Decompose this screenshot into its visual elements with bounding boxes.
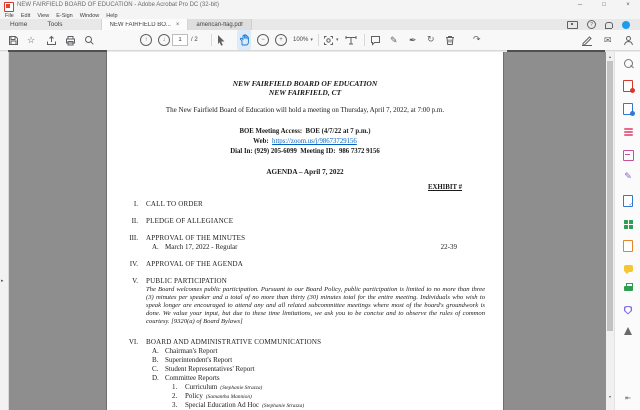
measure-icon[interactable] [622,325,634,337]
more-tools-icon[interactable]: ⇤ [625,394,631,402]
navigation-pane-collapsed [0,52,9,410]
agenda-subitem: B. Superintendent's Report [152,356,233,364]
combine-files-icon[interactable] [622,218,634,230]
next-page-icon[interactable]: ↓ [158,30,170,50]
zoom-level-dropdown[interactable]: 100% ▾ [293,37,313,43]
prepare-form-icon[interactable] [622,195,634,207]
title-bar [0,0,640,12]
protect-icon[interactable] [622,304,634,316]
tools-panel [614,52,640,410]
exhibit-page-ref: 22-39 [440,243,457,251]
main-toolbar [0,30,640,51]
page-number-input[interactable] [172,34,188,46]
tab-bar [0,19,640,30]
agenda-item: IV. APPROVAL OF THE AGENDA [129,260,244,268]
agenda-subitem: D. Committee Reports [152,374,220,382]
agenda-subsubitem: 1. Curriculum (Stephanie Strazza) [172,383,263,391]
doc-agenda-title: AGENDA – April 7, 2022 [266,168,344,176]
create-pdf-icon[interactable] [622,103,634,115]
redo-icon[interactable]: ↷ [473,35,481,45]
document-view-area [9,52,606,410]
find-icon[interactable] [84,30,95,50]
agenda-subsubitem: 2. Policy (Samantha Mannion) [172,392,252,400]
window-title: NEW FAIRFIELD BOARD OF EDUCATION - Adobe Acrobat Pro DC (32-bit) [17,2,219,8]
tab-home[interactable]: Home [10,21,28,28]
pdf-page [107,52,503,410]
pencil-edit-icon[interactable]: ✎ [390,34,398,45]
edit-pdf-icon[interactable] [622,126,634,138]
agenda-item: V. PUBLIC PARTICIPATION [132,277,228,285]
sign-document-icon[interactable] [581,30,593,50]
doc-title-line1: NEW FAIRFIELD BOARD OF EDUCATION [232,79,378,88]
zoom-out-icon[interactable]: − [257,30,269,50]
comment-icon[interactable] [370,30,381,50]
tab-document-inactive[interactable]: american-flag.pdf [188,19,251,30]
agenda-item: III. APPROVAL OF THE MINUTES [129,234,246,242]
zoom-in-icon[interactable]: + [275,30,287,50]
menu-window[interactable]: Window [79,12,100,19]
selection-tool-icon[interactable] [217,30,226,50]
save-icon[interactable] [8,30,19,50]
scrollbar-down-arrow[interactable]: ▾ [608,393,611,399]
page-count-label: / 2 [191,37,198,43]
menu-edit[interactable]: Edit [20,12,31,19]
scrollbar-up-arrow[interactable]: ▴ [608,53,611,59]
export-pdf-icon[interactable] [622,80,634,92]
screen-share-icon[interactable] [567,21,578,29]
account-avatar[interactable] [622,21,630,29]
public-participation-paragraph: The Board welcomes public participation. Pursuant to our Board Policy, public participation is limited to no more than three (3) minutes per speaker and a total of no more than thirty (30) minutes total for the entire meeting. Individuals who wish to speak longer are encouraged to attend any and all related subcommittee meetings where most of the board's groundwork is done. We value your input, but due to these time limitations, we ask you to be concise and to observe the rules of common courtesy. [9320(a) of Board Bylaws] [146,286,485,325]
delete-pages-icon[interactable] [445,30,455,50]
share-file-icon[interactable] [622,240,634,252]
email-icon[interactable]: ✉ [604,34,612,45]
doc-web-line: Web: https://zoom.us/j/98673729156 [253,138,357,145]
menu-file[interactable]: File [5,12,14,19]
doc-intro: The New Fairfield Board of Education will hold a meeting on Thursday, April 7, 2022, at 7:00 p.m. [165,106,445,114]
doc-dial-line: Dial In: (929) 205-6099 Meeting ID: 986 7372 9156 [230,148,380,155]
previous-page-icon[interactable]: ↑ [140,30,152,50]
marquee-zoom-icon[interactable]: ▾ [323,30,339,50]
vertical-scrollbar [606,52,614,410]
agenda-subitem: A. March 17, 2022 - Regular 22-39 [152,243,457,251]
menu-esign[interactable]: E-Sign [56,12,73,19]
print-icon[interactable] [65,30,76,50]
comment-tool-icon[interactable] [622,262,634,274]
fit-width-icon[interactable] [345,30,357,50]
nav-pane-expand-icon[interactable]: ▸ [1,278,4,284]
close-button[interactable]: × [626,2,630,8]
user-account-icon[interactable] [623,30,634,50]
notifications-bell-icon[interactable] [605,22,613,28]
tab-close-icon[interactable]: × [175,21,180,28]
hand-tool-icon[interactable] [237,30,251,50]
acrobat-app-icon [4,2,14,12]
share-upload-icon[interactable] [46,30,57,50]
agenda-item: II. PLEDGE OF ALLEGIANCE [131,217,234,225]
print-production-icon[interactable] [622,281,634,293]
zoom-meeting-link[interactable]: https://zoom.us/j/98673729156 [272,138,357,145]
agenda-subitem: C. Student Representatives' Report [152,365,255,373]
menu-help[interactable]: Help [106,12,118,19]
search-tools-icon[interactable] [622,57,634,69]
titlebar-quick-icons [567,19,640,30]
agenda-item: VI. BOARD AND ADMINISTRATIVE COMMUNICATIONS [128,338,322,346]
fill-sign-pen-icon[interactable]: ✒ [409,34,417,45]
tab-document-active[interactable]: NEW FAIRFIELD BO... × [101,19,189,30]
menu-bar [0,12,640,19]
doc-access-line: BOE Meeting Access: BOE (4/7/22 at 7 p.m.) [239,128,371,135]
fill-and-sign-icon[interactable]: ✎ [624,172,632,182]
organize-pages-icon[interactable] [622,149,634,161]
rotate-pages-icon[interactable]: ↻ [427,35,435,45]
scrollbar-thumb[interactable] [607,61,613,331]
agenda-subsubitem: 3. Special Education Ad Hoc (Stephanie Strazza) [172,401,305,409]
tab-tools[interactable]: Tools [47,21,63,28]
doc-exhibit-label: EXHIBIT # [427,184,462,191]
minimize-button[interactable]: ─ [577,2,583,8]
maximize-button[interactable]: □ [602,2,606,8]
menu-view[interactable]: View [37,12,50,19]
doc-title-line2: NEW FAIRFIELD, CT [268,88,342,97]
agenda-item: I. CALL TO ORDER [133,200,203,208]
star-icon[interactable]: ☆ [27,34,36,45]
agenda-subitem: A. Chairman's Report [152,347,218,355]
help-icon[interactable]: ? [587,20,596,29]
